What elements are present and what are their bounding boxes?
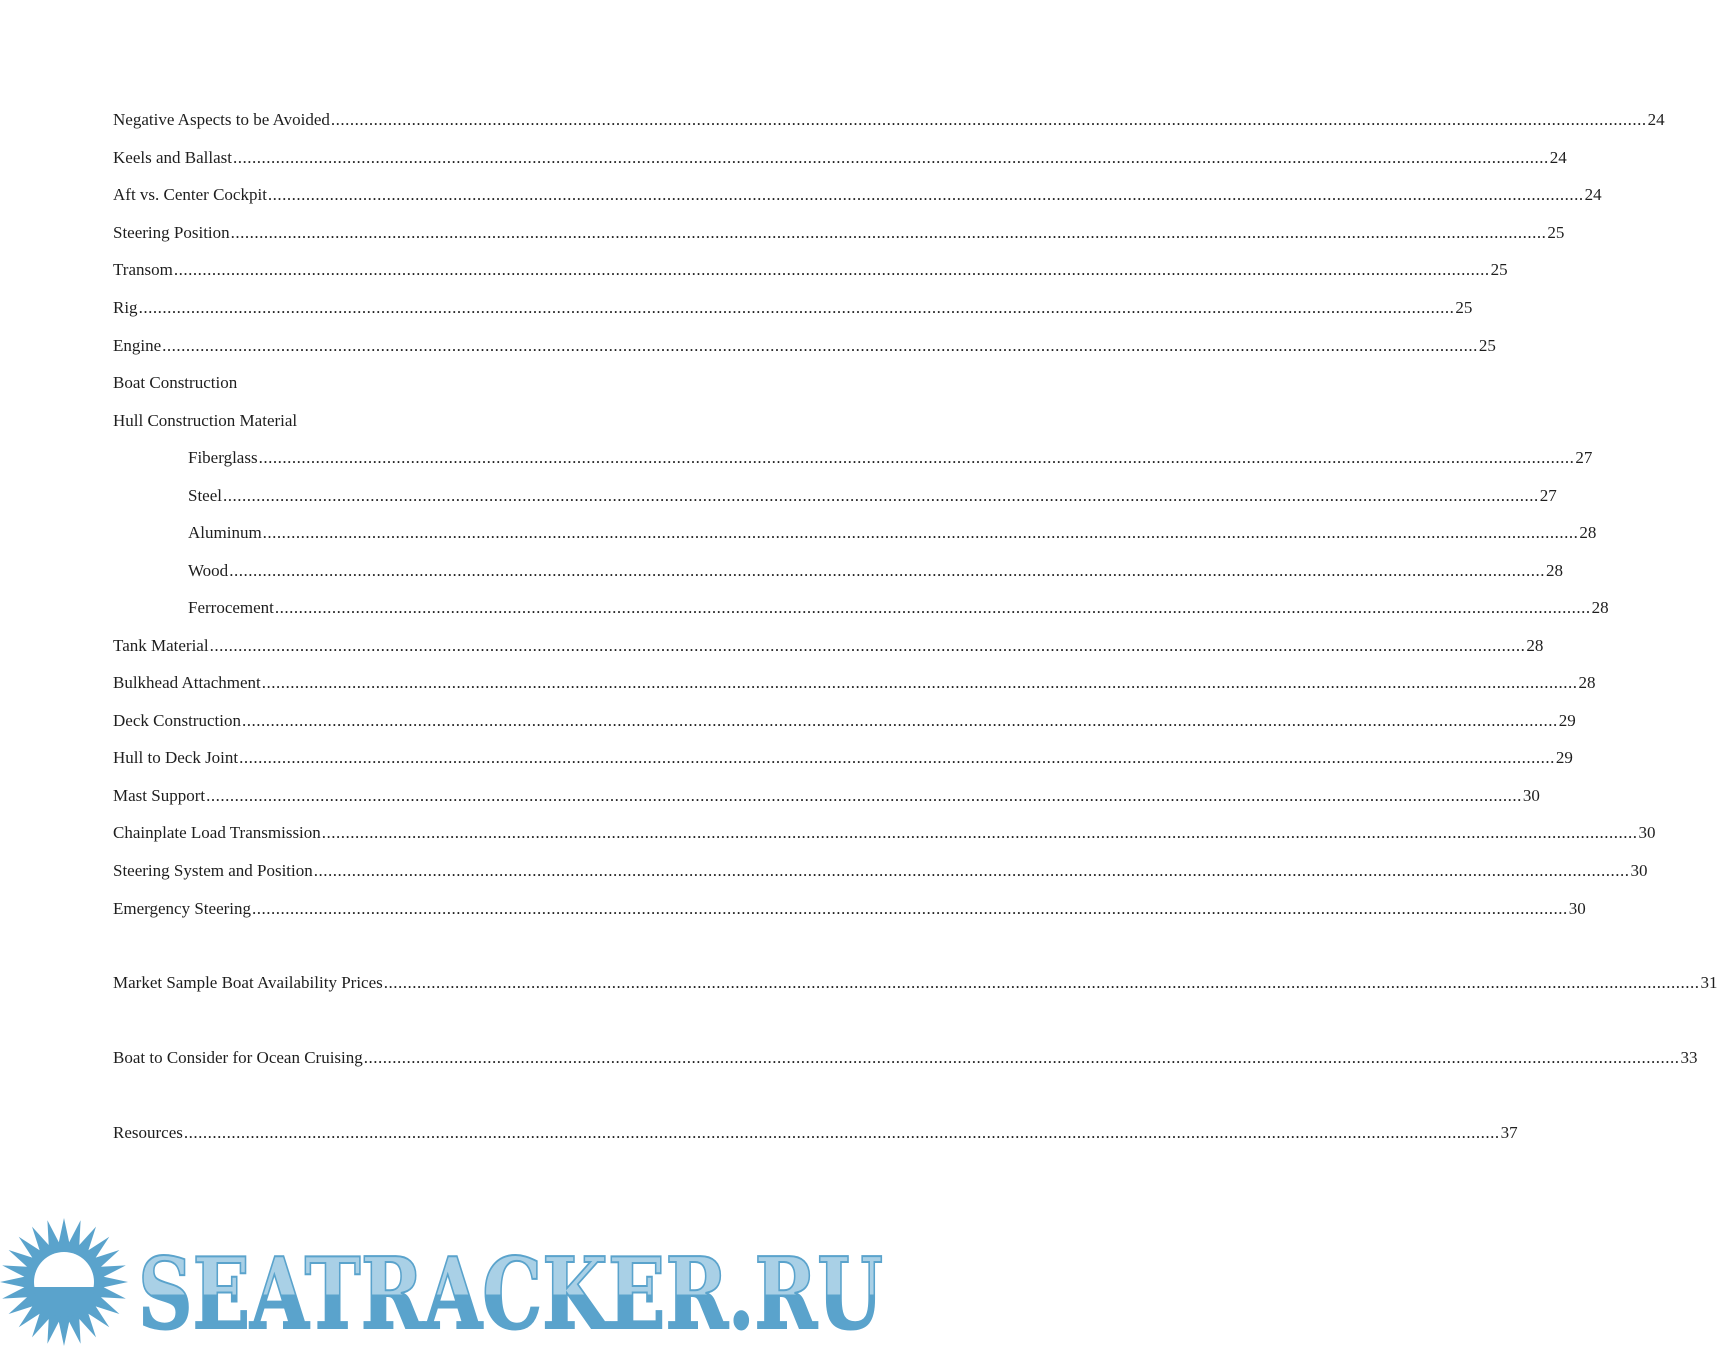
toc-entry[interactable] (113, 335, 1496, 357)
toc-entry-label: Transom (113, 260, 173, 279)
toc-subentry[interactable] (188, 597, 1609, 619)
toc-entry[interactable] (113, 785, 1540, 807)
toc-entry-page: 27 (1539, 486, 1557, 505)
toc-entry-page: 25 (1490, 260, 1508, 279)
toc-entry-page: 24 (1584, 185, 1602, 204)
dot-leader (314, 860, 1630, 882)
dot-leader (139, 297, 1455, 319)
toc-entry-page: 25 (1547, 223, 1565, 242)
toc-entry-label: Engine (113, 336, 162, 355)
toc-entry-label: Aluminum (188, 523, 262, 542)
toc-entry-page: 28 (1591, 598, 1609, 617)
toc-subentry[interactable] (188, 522, 1597, 544)
toc-entry-label: Negative Aspects to be Avoided (113, 110, 330, 129)
toc-entry-label: Resources (113, 1123, 183, 1142)
dot-leader (268, 184, 1584, 206)
dot-leader (275, 597, 1591, 619)
dot-leader (206, 785, 1522, 807)
dot-leader (229, 560, 1545, 582)
dot-leader (233, 147, 1549, 169)
toc-entry-label: Wood (188, 561, 229, 580)
toc-entry-page: 25 (1478, 336, 1496, 355)
watermark-logo (0, 1215, 900, 1350)
toc-entry-label: Keels and Ballast (113, 148, 232, 167)
toc-subentry[interactable] (188, 447, 1593, 469)
toc-entry-page: 28 (1526, 636, 1544, 655)
toc-entry-page: 30 (1522, 786, 1540, 805)
toc-entry-label: Rig (113, 298, 138, 317)
dot-leader (223, 485, 1539, 507)
toc-entry[interactable] (113, 972, 1718, 994)
dot-leader (262, 672, 1578, 694)
toc-entry-label: Mast Support (113, 786, 206, 805)
toc-entry-label: Steering Position (113, 223, 230, 242)
toc-entry-label: Steel (188, 486, 222, 505)
toc-entry-label: Bulkhead Attachment (113, 673, 261, 692)
dot-leader (259, 447, 1575, 469)
toc-entry-label: Market Sample Boat Availability Prices (113, 973, 383, 992)
toc-entry-page: 33 (1680, 1048, 1698, 1067)
toc-section-heading[interactable] (113, 410, 297, 432)
toc-entry[interactable] (113, 747, 1573, 769)
toc-entry[interactable] (113, 635, 1544, 657)
toc-entry[interactable] (113, 184, 1602, 206)
toc-entry-label: Steering System and Position (113, 861, 313, 880)
toc-entry-label: Boat to Consider for Ocean Cruising (113, 1048, 363, 1067)
toc-entry-label: Deck Construction (113, 711, 241, 730)
toc-entry[interactable] (113, 259, 1508, 281)
dot-leader (364, 1047, 1680, 1069)
toc-entry-page: 24 (1549, 148, 1567, 167)
dot-leader (252, 898, 1568, 920)
toc-entry-page: 29 (1558, 711, 1576, 730)
toc-entry-page: 30 (1638, 823, 1656, 842)
dot-leader (162, 335, 1478, 357)
toc-subentry[interactable] (188, 560, 1563, 582)
toc-entry-label: Hull to Deck Joint (113, 748, 239, 767)
toc-entry[interactable] (113, 860, 1648, 882)
toc-entry-page: 25 (1455, 298, 1473, 317)
dot-leader (239, 747, 1555, 769)
toc-entry-page: 28 (1579, 523, 1597, 542)
toc-entry[interactable] (113, 297, 1473, 319)
toc-entry[interactable] (113, 898, 1586, 920)
toc-entry-label: Hull Construction Material (113, 411, 298, 430)
toc-entry-label: Tank Material (113, 636, 209, 655)
dot-leader (210, 635, 1526, 657)
toc-entry-label: Aft vs. Center Cockpit (113, 185, 267, 204)
toc-entry[interactable] (113, 710, 1576, 732)
toc-entry[interactable] (113, 822, 1656, 844)
toc-entry-page: 27 (1575, 448, 1593, 467)
toc-entry-label: Ferrocement (188, 598, 274, 617)
toc-section-heading[interactable] (113, 372, 237, 394)
toc-entry[interactable] (113, 1122, 1518, 1144)
sun-icon (0, 1218, 128, 1346)
dot-leader (184, 1122, 1500, 1144)
toc-entry[interactable] (113, 222, 1565, 244)
toc-entry-page: 28 (1545, 561, 1563, 580)
toc-entry-page: 37 (1500, 1123, 1518, 1142)
toc-entry-label: Chainplate Load Transmission (113, 823, 321, 842)
toc-entry-label: Boat Construction (113, 373, 238, 392)
dot-leader (331, 109, 1647, 131)
toc-entry-page: 24 (1647, 110, 1665, 129)
toc-entry-label: Emergency Steering (113, 899, 252, 918)
toc-entry-page: 31 (1700, 973, 1718, 992)
toc-entry-page: 30 (1568, 899, 1586, 918)
dot-leader (231, 222, 1547, 244)
toc-entry-page: 30 (1630, 861, 1648, 880)
toc-subentry[interactable] (188, 485, 1557, 507)
toc-entry[interactable] (113, 109, 1665, 131)
dot-leader (384, 972, 1700, 994)
dot-leader (174, 259, 1490, 281)
toc-entry-label: Fiberglass (188, 448, 258, 467)
dot-leader (322, 822, 1638, 844)
toc-entry[interactable] (113, 147, 1567, 169)
dot-leader (242, 710, 1558, 732)
watermark-text: SEATRACKER.RU (138, 1237, 883, 1352)
dot-leader (263, 522, 1579, 544)
toc-entry-page: 29 (1555, 748, 1573, 767)
toc-entry[interactable] (113, 672, 1596, 694)
toc-entry-page: 28 (1578, 673, 1596, 692)
toc-entry[interactable] (113, 1047, 1698, 1069)
